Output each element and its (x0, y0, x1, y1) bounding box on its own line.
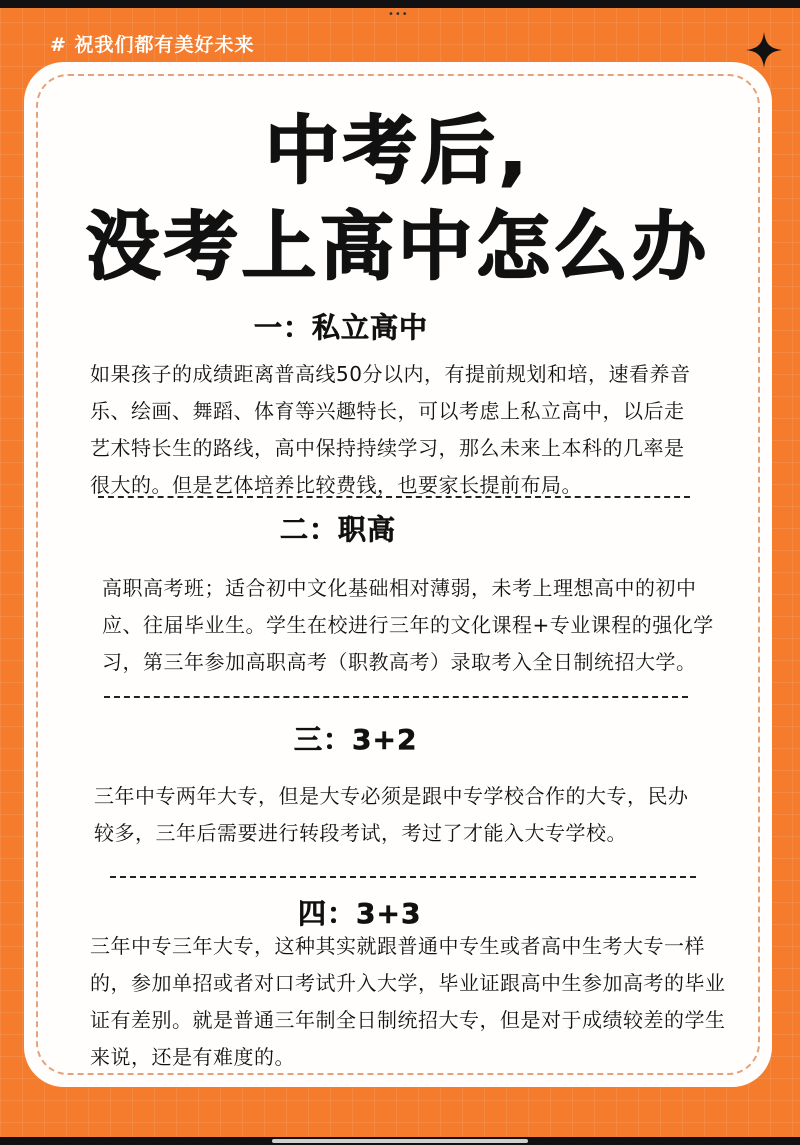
section-1-line: 如果孩子的成绩距离普高线50分以内，有提前规划和培，速看养音 (90, 362, 691, 386)
section-2-line: 习，第三年参加高职高考（职教高考）录取考入全日制统招大学。 (102, 650, 697, 674)
section-divider (98, 496, 690, 498)
section-4-line: 证有差别。就是普通三年制全日制统招大专，但是对于成绩较差的学生 (90, 1008, 726, 1032)
section-4-paragraph (90, 928, 726, 1076)
section-2-line: 应、往届毕业生。学生在校进行三年的文化课程+专业课程的强化学 (102, 613, 714, 637)
title-line-1: 中考后, (264, 108, 532, 194)
camera-dots: ••• (388, 9, 409, 20)
section-1-paragraph (90, 356, 690, 504)
section-1-line: 艺术特长生的路线，高中保持持续学习，那么未来上本科的几率是 (90, 436, 685, 460)
section-1-line: 乐、绘画、舞蹈、体育等兴趣特长，可以考虑上私立高中，以后走 (90, 399, 685, 423)
section-4-heading: 四：3+3 (298, 897, 422, 930)
title-line-2: 没考上高中怎么办 (86, 204, 710, 290)
section-2-heading: 二：职高 (280, 513, 397, 546)
section-2-line: 高职高考班；适合初中文化基础相对薄弱，未考上理想高中的初中 (102, 576, 697, 600)
content-card (24, 62, 772, 1087)
section-4-line: 的，参加单招或者对口考试升入大学，毕业证跟高中生参加高考的毕业 (90, 971, 726, 995)
section-3-line: 较多，三年后需要进行转段考试，考过了才能入大专学校。 (94, 821, 627, 845)
section-divider (104, 696, 688, 698)
section-3-line: 三年中专两年大专，但是大专必须是跟中专学校合作的大专，民办 (94, 784, 689, 808)
section-divider (110, 876, 696, 878)
sparkle-icon (744, 30, 784, 70)
section-1-heading: 一：私立高中 (254, 311, 429, 344)
section-3-heading: 三：3+2 (294, 723, 418, 756)
section-4-line: 来说，还是有难度的。 (90, 1045, 295, 1069)
section-2-paragraph (102, 570, 714, 681)
section-3-paragraph (94, 778, 689, 852)
home-indicator[interactable] (272, 1139, 528, 1143)
top-bezel (0, 0, 800, 8)
section-4-line: 三年中专三年大专，这种其实就跟普通中专生或者高中生考大专一样 (90, 934, 705, 958)
hashtag-label: # 祝我们都有美好未来 (50, 34, 255, 56)
section-1-line: 很大的。但是艺体培养比较费钱，也要家长提前布局。 (90, 473, 582, 497)
